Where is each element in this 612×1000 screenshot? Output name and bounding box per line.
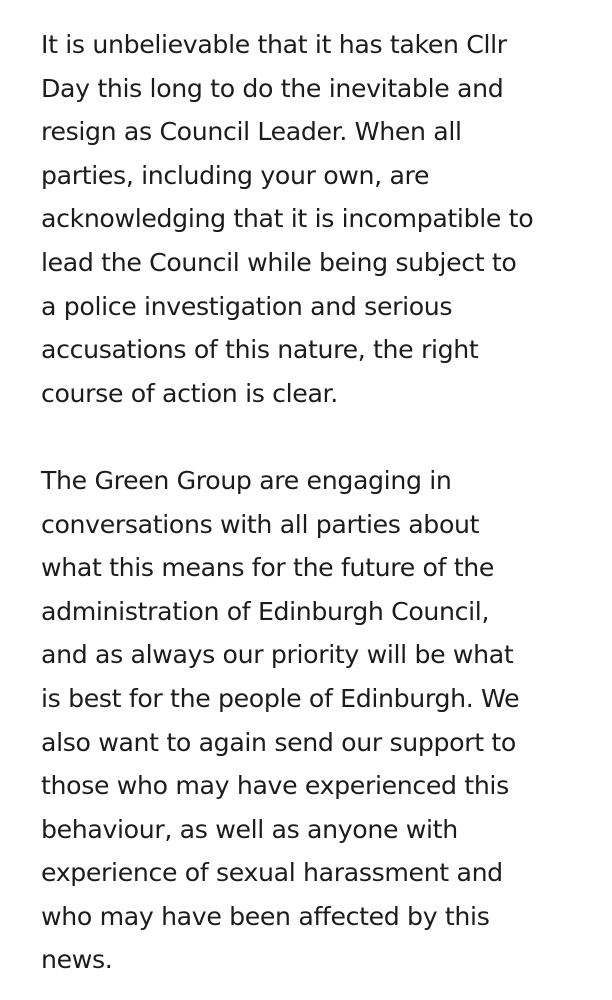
statement-text <box>41 23 601 982</box>
paragraph-2 <box>41 459 601 982</box>
paragraph-line: course of action is clear. <box>41 378 338 408</box>
paragraph-1 <box>41 23 601 415</box>
paragraph-line: The Green Group are engaging in <box>41 465 452 495</box>
paragraph-line: those who may have experienced this <box>41 771 509 801</box>
paragraph-line: accusations of this nature, the right <box>41 335 479 365</box>
paragraph-line: who may have been affected by this <box>41 901 490 931</box>
paragraph-line: resign as Council Leader. When all <box>41 117 462 147</box>
paragraph-line: acknowledging that it is incompatible to <box>41 204 534 234</box>
paragraph-line: what this means for the future of the <box>41 553 495 583</box>
paragraph-line: behaviour, as well as anyone with <box>41 814 458 844</box>
paragraph-line: parties, including your own, are <box>41 160 430 190</box>
paragraph-line: news. <box>41 945 113 975</box>
paragraph-line: and as always our priority will be what <box>41 640 514 670</box>
paragraph-line: experience of sexual harassment and <box>41 858 503 888</box>
paragraph-line: Day this long to do the inevitable and <box>41 73 504 103</box>
paragraph-line: It is unbelievable that it has taken Cllr <box>41 30 507 59</box>
paragraph-line: a police investigation and serious <box>41 291 453 321</box>
paragraph-line: is best for the people of Edinburgh. We <box>41 683 520 713</box>
paragraph-line: administration of Edinburgh Council, <box>41 596 490 626</box>
paragraph-line: also want to again send our support to <box>41 727 516 757</box>
paragraph-line: lead the Council while being subject to <box>41 247 517 277</box>
paragraph-line: conversations with all parties about <box>41 509 480 539</box>
